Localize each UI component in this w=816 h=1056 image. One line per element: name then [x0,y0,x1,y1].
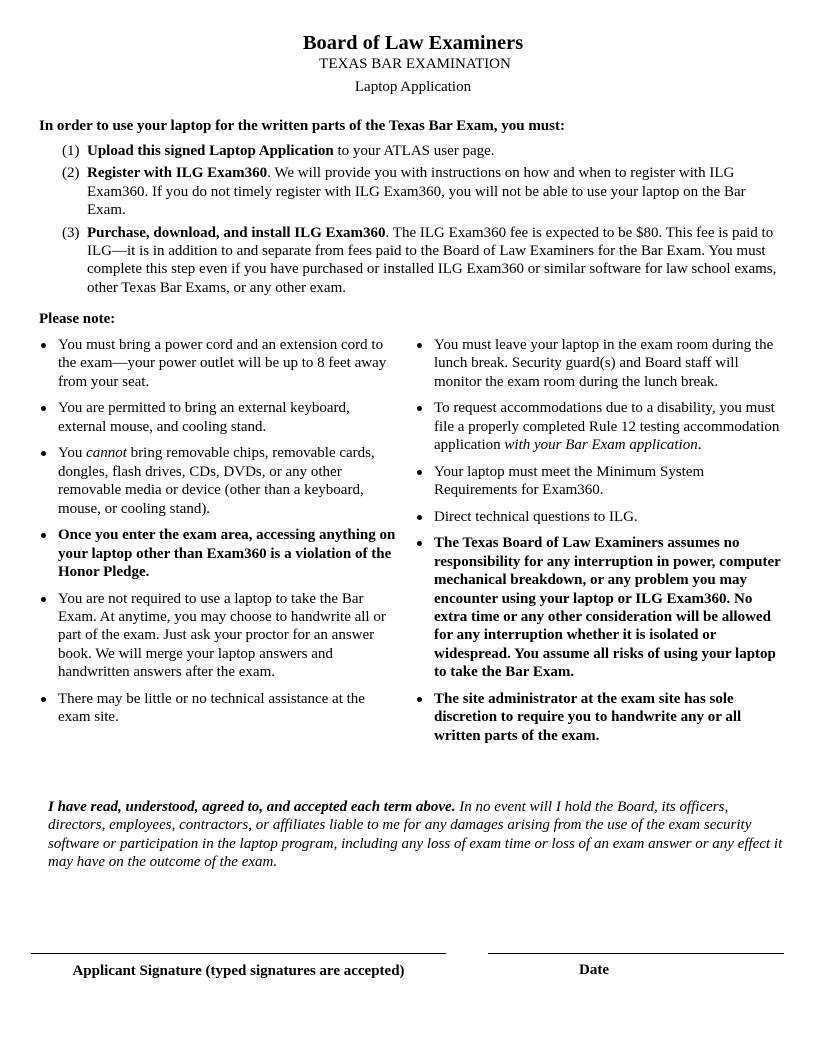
bullet-icon [417,406,422,411]
requirement-text: . The ILG Exam360 fee is expected to be $80. This fee is paid to ILG—it is in addition to and separate from fees paid to the Board of Law Examiners for the Bar Exam. You must complete this step even if you have purchased or installed ILG Exam360 or similar software for law school exams, other Texas Bar Exams, or any other exam. [87,224,777,296]
note-text-post: . [697,437,702,454]
requirement-text: to your ATLAS user page. [333,143,495,159]
requirement-text: . We will provide you with instructions on how and when to register with ILG Exam360. If you do not timely register with ILG Exam360, you will not be able to use your laptop on the Bar Exam. [87,165,746,219]
requirement-number: (2) [62,165,80,182]
note-text: The Texas Board of Law Examiners assumes no responsibility for any interruption in power, computer mechanical breakdown, or any problem you may encounter using your laptop or ILG Exam360. No extra time or any other consideration will be allowed for any interruption whether it is isolated or widespread. You assume all risks of using your laptop to take the Bar Exam. [434,535,781,681]
requirement-item [62,224,777,298]
requirement-heading: Purchase, download, and install ILG Exam360 [87,224,386,241]
note-item [39,336,397,391]
requirement-heading: Register with ILG Exam360 [87,165,268,182]
date-label: Date [579,962,609,978]
note-text-pre: To request accommodations due to a disability, you must file a properly completed Rule 12 testing accommodation application [434,400,780,454]
acknowledgement-statement [48,798,783,872]
bullet-icon [417,541,422,546]
note-item [39,399,397,436]
bullet-icon [417,343,422,348]
note-text: The site administrator at the exam site has sole discretion to require you to handwrite any or all written parts of the exam. [434,690,742,744]
please-note-heading: Please note: [39,311,116,327]
note-text: Once you enter the exam area, accessing anything on your laptop other than Exam360 is a violation of the Honor Pledge. [58,527,396,581]
applicant-signature-label: Applicant Signature (typed signatures are accepted) [72,963,405,979]
note-item [39,690,397,727]
bullet-icon [41,343,46,348]
acknowledgement-text: In no event will I hold the Board, its officers, directors, employees, contractors, or affiliates liable to me for any damages arising from the use of the exam security software or participation in the laptop program, including any loss of exam time or loss of an exam answer or any effect it may have on the outcome of the exam. [48,799,783,871]
bullet-icon [41,533,46,538]
requirement-number: (3) [62,224,80,241]
notes-right-column [415,336,781,753]
note-text: You are not required to use a laptop to take the Bar Exam. At anytime, you may choose to handwrite all or part of the exam. Just ask your proctor for an answer book. We will merge your laptop answers and handwritten answers after the exam. [58,590,386,681]
note-text: Your laptop must meet the Minimum System Requirements for Exam360. [434,463,705,499]
bullet-icon [41,451,46,456]
requirements-list [62,142,777,301]
bullet-icon [417,470,422,475]
note-item [415,399,781,454]
note-item [415,336,781,391]
note-emphasis: with your Bar Exam application [504,437,698,454]
note-item-honor-pledge [39,526,397,581]
note-text-post: bring removable chips, removable cards, dongles, flash drives, CDs, DVDs, or any other removable media or device (other than a keyboard, mouse, or cooling stand). [58,445,375,517]
note-emphasis: cannot [86,445,127,462]
note-item [415,463,781,500]
page-subtitle: TEXAS BAR EXAMINATION [319,56,511,72]
bullet-icon [41,406,46,411]
bullet-icon [417,697,422,702]
bullet-icon [417,515,422,520]
date-line[interactable] [488,953,784,954]
notes-left-column [39,336,397,735]
note-item-site-administrator [415,690,781,745]
bullet-icon [41,597,46,602]
note-text: You must leave your laptop in the exam room during the lunch break. Security guard(s) and Board staff will monitor the exam room during the lunch break. [434,337,774,390]
note-text-pre: You [58,445,87,462]
requirement-heading: Upload this signed Laptop Application [87,143,334,159]
page-title: Board of Law Examiners [302,32,524,54]
intro-statement: In order to use your laptop for the written parts of the Texas Bar Exam, you must: [39,118,565,134]
requirement-number: (1) [62,143,80,159]
applicant-signature-line[interactable] [31,953,446,954]
note-item [415,508,781,526]
note-item [39,590,397,682]
note-text: There may be little or no technical assistance at the exam site. [58,690,365,726]
note-text: Direct technical questions to ILG. [434,508,638,525]
note-text: You must bring a power cord and an extension cord to the exam—your power outlet will be up to 8 feet away from your seat. [58,337,387,390]
document-type: Laptop Application [354,79,472,95]
note-item [39,444,397,518]
requirement-item [62,142,777,160]
bullet-icon [41,697,46,702]
note-item-liability [415,534,781,681]
note-text: You are permitted to bring an external keyboard, external mouse, and cooling stand. [58,400,350,435]
acknowledgement-heading: I have read, understood, agreed to, and accepted each term above. [48,799,456,815]
requirement-item [62,164,777,219]
